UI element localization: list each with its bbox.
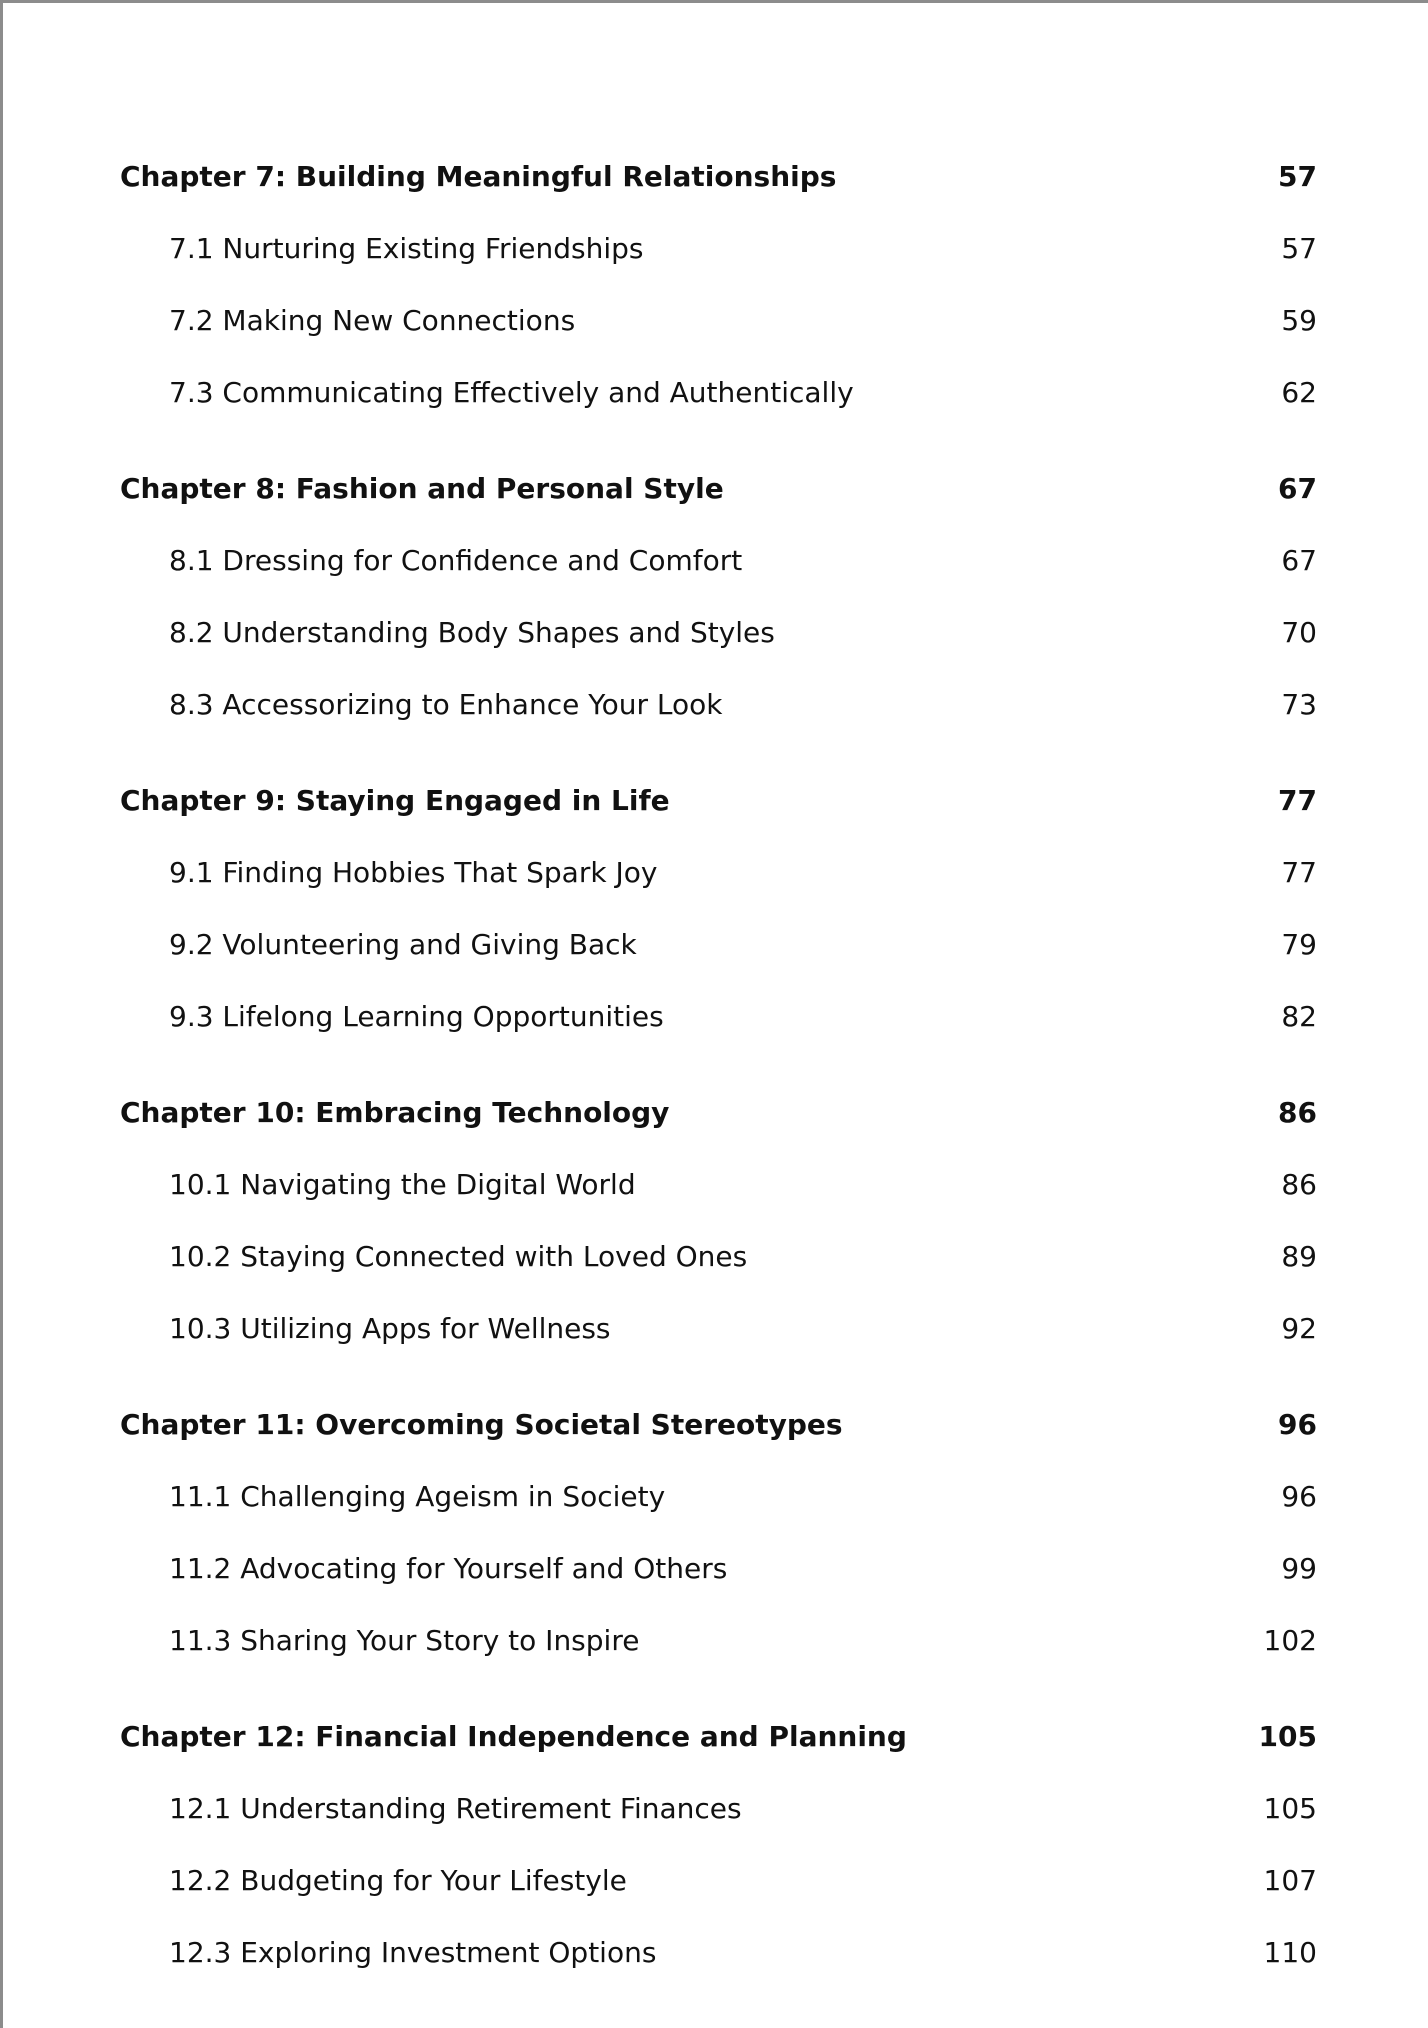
section-title: 11.2 Advocating for Yourself and Others: [169, 1552, 728, 1585]
chapter-heading[interactable]: [120, 1077, 1317, 1149]
section-page-number: 59: [1281, 304, 1317, 337]
section-entry[interactable]: [120, 1605, 1317, 1677]
section-title: 11.3 Sharing Your Story to Inspire: [169, 1624, 640, 1657]
chapter-page-number: 96: [1278, 1408, 1317, 1441]
chapter-title: Chapter 12: Financial Independence and Planning: [120, 1720, 907, 1753]
chapter-title: Chapter 9: Staying Engaged in Life: [120, 784, 670, 817]
section-title: 9.3 Lifelong Learning Opportunities: [169, 1000, 664, 1033]
section-page-number: 105: [1263, 1792, 1317, 1825]
section-entry[interactable]: [120, 1917, 1317, 1989]
toc-chapter-9: [120, 765, 1317, 1053]
chapter-title: Chapter 11: Overcoming Societal Stereotypes: [120, 1408, 843, 1441]
section-entry[interactable]: [120, 1533, 1317, 1605]
section-entry[interactable]: [120, 285, 1317, 357]
section-title: 8.3 Accessorizing to Enhance Your Look: [169, 688, 723, 721]
section-entry[interactable]: [120, 669, 1317, 741]
section-title: 12.1 Understanding Retirement Finances: [169, 1792, 742, 1825]
toc-chapter-10: [120, 1077, 1317, 1365]
section-title: 10.2 Staying Connected with Loved Ones: [169, 1240, 748, 1273]
section-page-number: 70: [1281, 616, 1317, 649]
section-page-number: 73: [1281, 688, 1317, 721]
section-entry[interactable]: [120, 981, 1317, 1053]
section-page-number: 86: [1281, 1168, 1317, 1201]
chapter-page-number: 105: [1258, 1720, 1317, 1753]
chapter-page-number: 67: [1278, 472, 1317, 505]
section-page-number: 96: [1281, 1480, 1317, 1513]
table-of-contents: [120, 141, 1317, 2013]
chapter-title: Chapter 10: Embracing Technology: [120, 1096, 670, 1129]
chapter-heading[interactable]: [120, 765, 1317, 837]
section-page-number: 107: [1263, 1864, 1317, 1897]
section-page-number: 62: [1281, 376, 1317, 409]
section-entry[interactable]: [120, 1293, 1317, 1365]
section-entry[interactable]: [120, 1221, 1317, 1293]
section-entry[interactable]: [120, 525, 1317, 597]
section-entry[interactable]: [120, 1461, 1317, 1533]
section-title: 8.2 Understanding Body Shapes and Styles: [169, 616, 775, 649]
section-page-number: 99: [1281, 1552, 1317, 1585]
section-entry[interactable]: [120, 597, 1317, 669]
section-title: 8.1 Dressing for Confidence and Comfort: [169, 544, 743, 577]
toc-chapter-8: [120, 453, 1317, 741]
toc-chapter-7: [120, 141, 1317, 429]
section-entry[interactable]: [120, 357, 1317, 429]
section-page-number: 79: [1281, 928, 1317, 961]
chapter-page-number: 57: [1278, 160, 1317, 193]
chapter-title: Chapter 8: Fashion and Personal Style: [120, 472, 724, 505]
chapter-heading[interactable]: [120, 141, 1317, 213]
section-title: 7.1 Nurturing Existing Friendships: [169, 232, 644, 265]
toc-chapter-11: [120, 1389, 1317, 1677]
section-title: 9.2 Volunteering and Giving Back: [169, 928, 637, 961]
chapter-heading[interactable]: [120, 1389, 1317, 1461]
chapter-title: Chapter 7: Building Meaningful Relationships: [120, 160, 837, 193]
section-page-number: 102: [1263, 1624, 1317, 1657]
section-entry[interactable]: [120, 1773, 1317, 1845]
toc-chapter-12: [120, 1701, 1317, 1989]
section-title: 10.3 Utilizing Apps for Wellness: [169, 1312, 611, 1345]
section-page-number: 67: [1281, 544, 1317, 577]
section-page-number: 82: [1281, 1000, 1317, 1033]
section-title: 11.1 Challenging Ageism in Society: [169, 1480, 666, 1513]
chapter-heading[interactable]: [120, 453, 1317, 525]
section-entry[interactable]: [120, 1149, 1317, 1221]
section-entry[interactable]: [120, 909, 1317, 981]
section-entry[interactable]: [120, 1845, 1317, 1917]
chapter-heading[interactable]: [120, 1701, 1317, 1773]
section-title: 7.3 Communicating Effectively and Authentically: [169, 376, 854, 409]
section-title: 12.2 Budgeting for Your Lifestyle: [169, 1864, 627, 1897]
section-page-number: 92: [1281, 1312, 1317, 1345]
section-page-number: 77: [1281, 856, 1317, 889]
section-title: 7.2 Making New Connections: [169, 304, 576, 337]
section-title: 9.1 Finding Hobbies That Spark Joy: [169, 856, 658, 889]
section-page-number: 89: [1281, 1240, 1317, 1273]
section-page-number: 110: [1263, 1936, 1317, 1969]
section-page-number: 57: [1281, 232, 1317, 265]
section-title: 10.1 Navigating the Digital World: [169, 1168, 636, 1201]
chapter-page-number: 77: [1278, 784, 1317, 817]
section-entry[interactable]: [120, 213, 1317, 285]
section-title: 12.3 Exploring Investment Options: [169, 1936, 657, 1969]
section-entry[interactable]: [120, 837, 1317, 909]
chapter-page-number: 86: [1278, 1096, 1317, 1129]
